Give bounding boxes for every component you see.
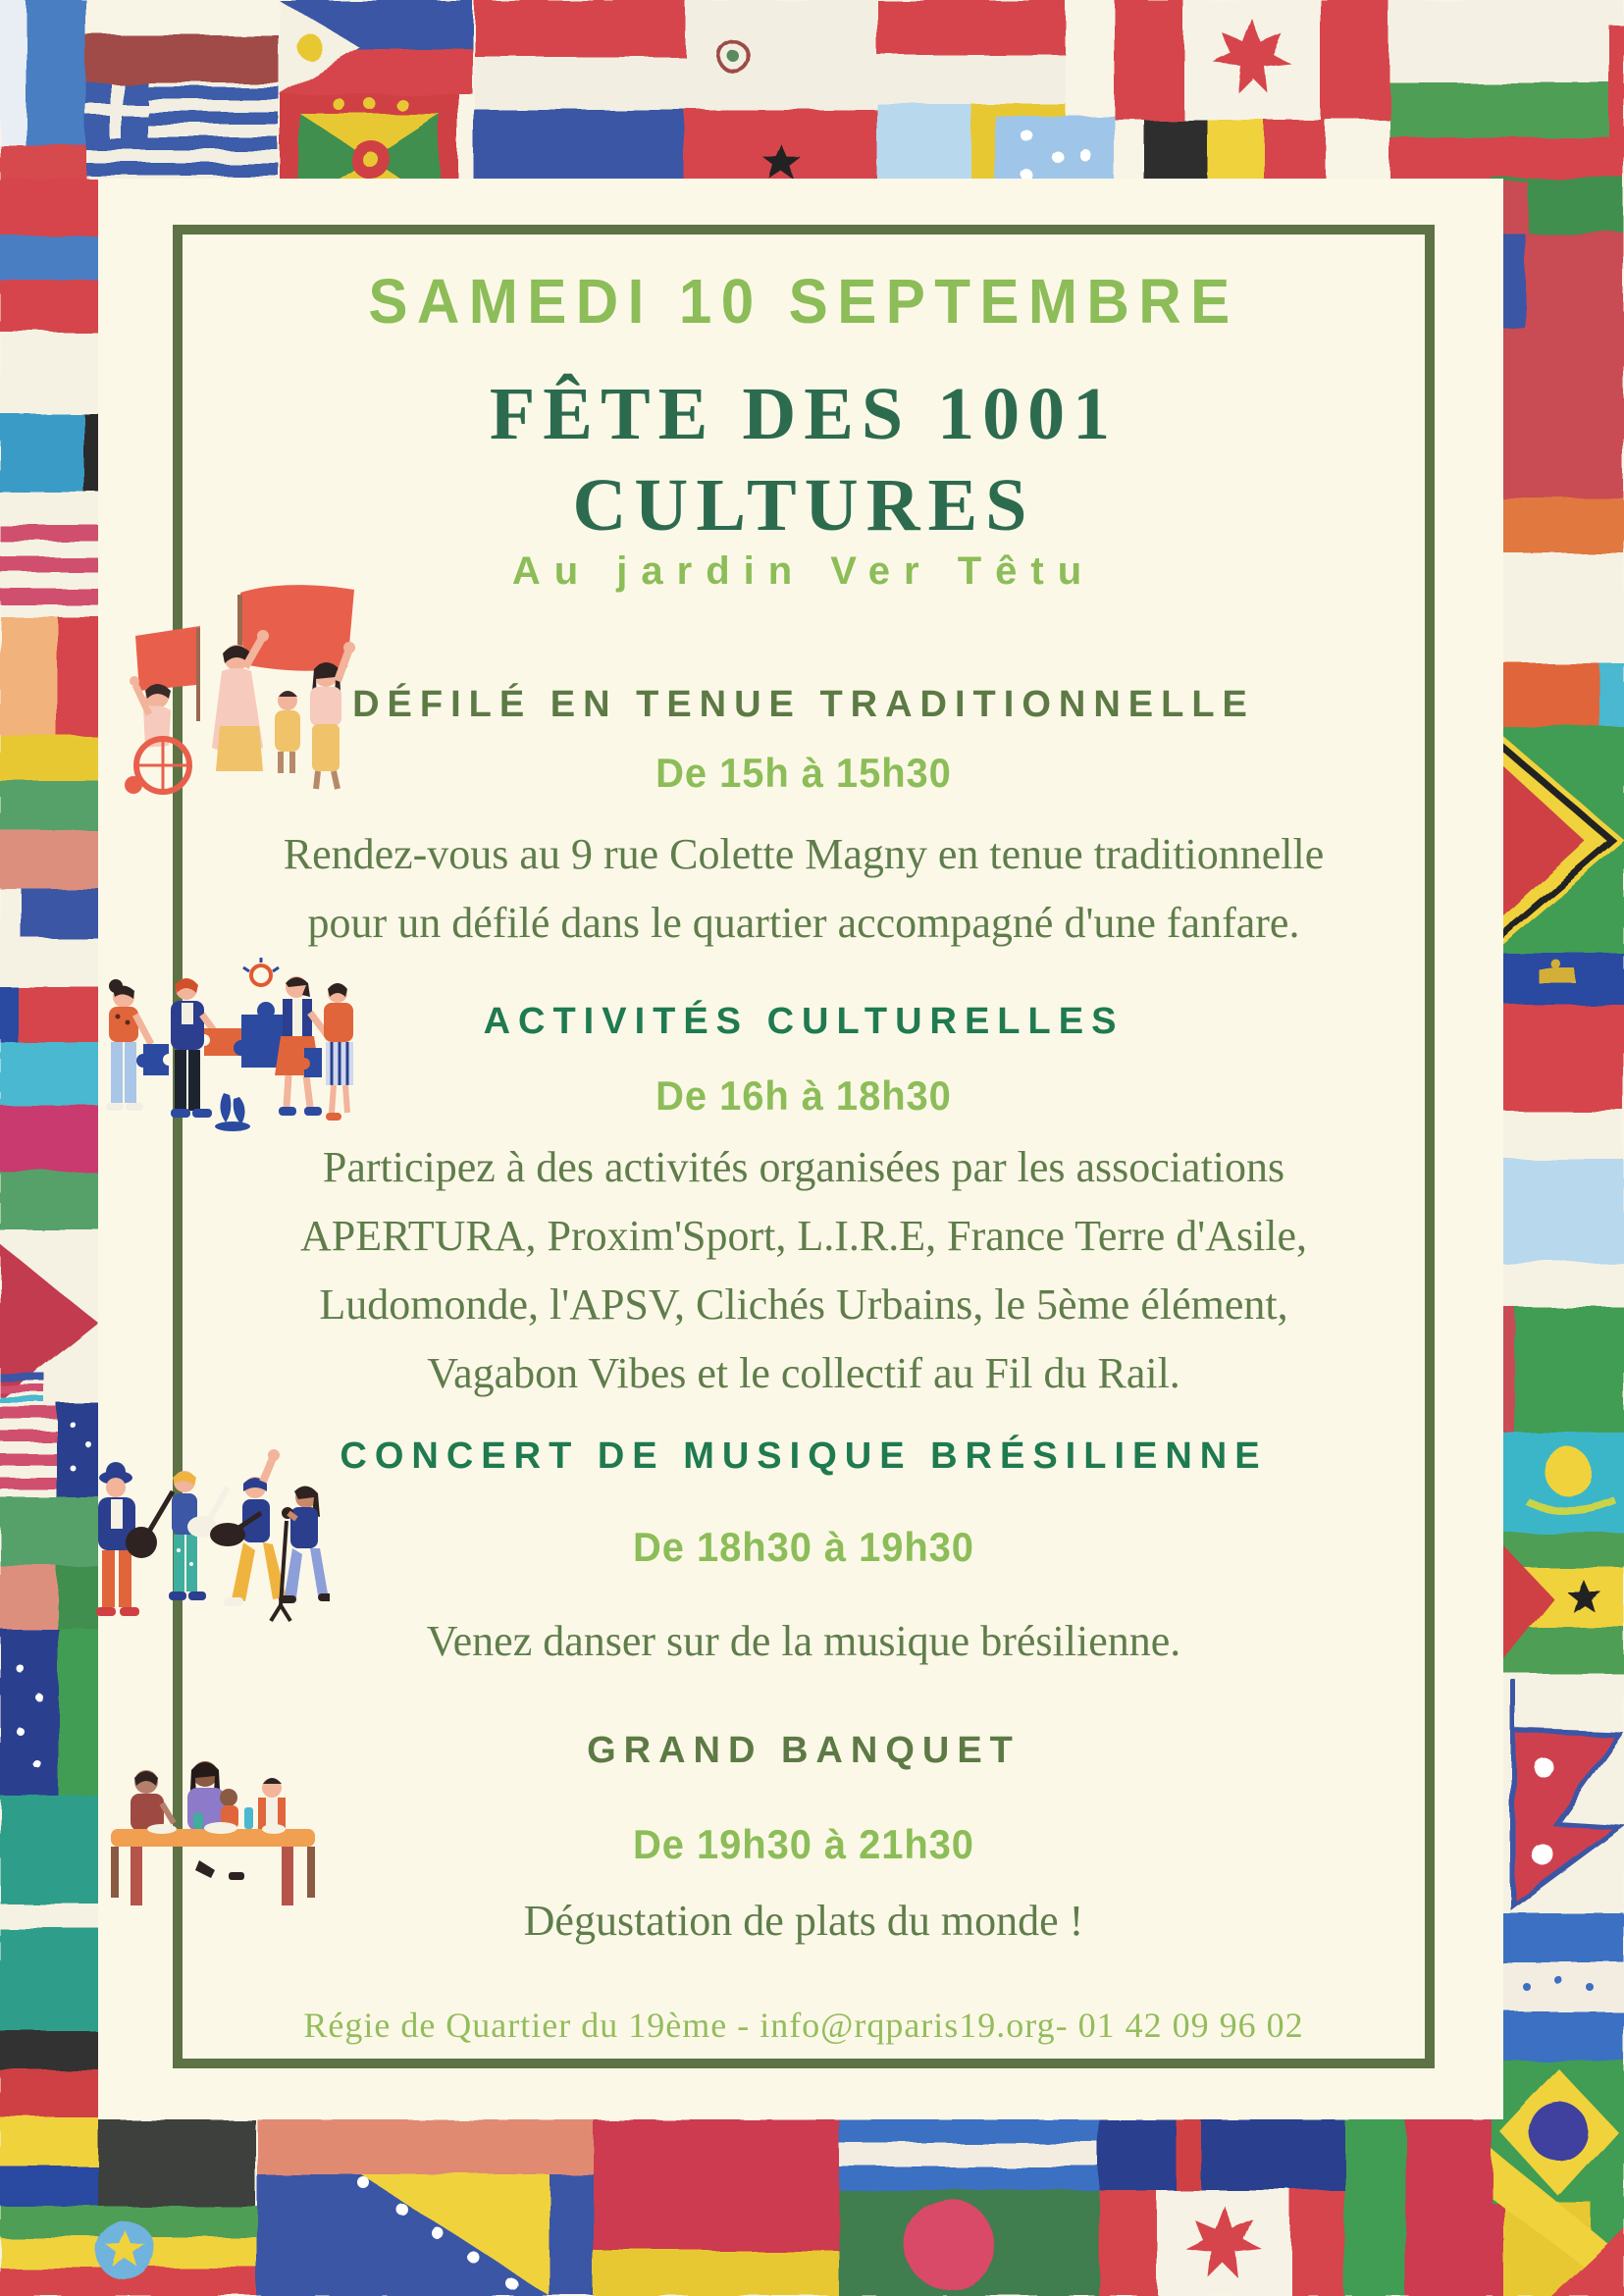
people-with-puzzle-illustration bbox=[86, 954, 363, 1138]
section-time-defile: De 15h à 15h30 bbox=[655, 750, 952, 796]
section-body-banquet bbox=[173, 1887, 1435, 1956]
body-line: Rendez-vous au 9 rue Colette Magny en tenue traditionnelle bbox=[283, 830, 1325, 878]
section-heading-activites: ACTIVITÉS CULTURELLES bbox=[483, 1001, 1125, 1042]
event-title-line1: FÊTE DES 1001 bbox=[489, 373, 1119, 455]
section-body-activites bbox=[173, 1133, 1435, 1408]
body-line: Dégustation de plats du monde ! bbox=[523, 1897, 1084, 1945]
section-body-defile bbox=[173, 820, 1435, 958]
parade-with-flags-illustration bbox=[106, 579, 366, 809]
section-body-concert bbox=[173, 1607, 1435, 1676]
music-band-illustration bbox=[79, 1448, 330, 1686]
event-location: Au jardin Ver Têtu bbox=[511, 549, 1096, 593]
section-time-banquet: De 19h30 à 21h30 bbox=[633, 1821, 974, 1867]
date-heading: SAMEDI 10 SEPTEMBRE bbox=[368, 266, 1239, 337]
body-line: pour un défilé dans le quartier accompagné d'une fanfare. bbox=[307, 899, 1300, 947]
body-line: Vagabon Vibes et le collectif au Fil du Rail. bbox=[427, 1349, 1180, 1397]
event-title-line2: CULTURES bbox=[572, 463, 1035, 547]
section-heading-banquet: GRAND BANQUET bbox=[587, 1730, 1021, 1771]
footer-contact: Régie de Quartier du 19ème - info@rqparis19.org- 01 42 09 96 02 bbox=[303, 2006, 1304, 2045]
body-line: APERTURA, Proxim'Sport, L.I.R.E, France Terre d'Asile, bbox=[299, 1212, 1308, 1260]
event-title bbox=[173, 369, 1435, 550]
body-line: Participez à des activités organisées par les associations bbox=[322, 1143, 1285, 1191]
section-time-concert: De 18h30 à 19h30 bbox=[633, 1524, 974, 1570]
section-time-activites: De 16h à 18h30 bbox=[655, 1072, 952, 1119]
section-heading-concert: CONCERT DE MUSIQUE BRÉSILIENNE bbox=[340, 1435, 1268, 1477]
section-heading-defile: DÉFILÉ EN TENUE TRADITIONNELLE bbox=[352, 684, 1255, 725]
body-line: Venez danser sur de la musique brésilienne. bbox=[426, 1617, 1181, 1665]
family-banquet-illustration bbox=[101, 1745, 327, 1911]
body-line: Ludomonde, l'APSV, Clichés Urbains, le 5ème élément, bbox=[319, 1280, 1288, 1329]
